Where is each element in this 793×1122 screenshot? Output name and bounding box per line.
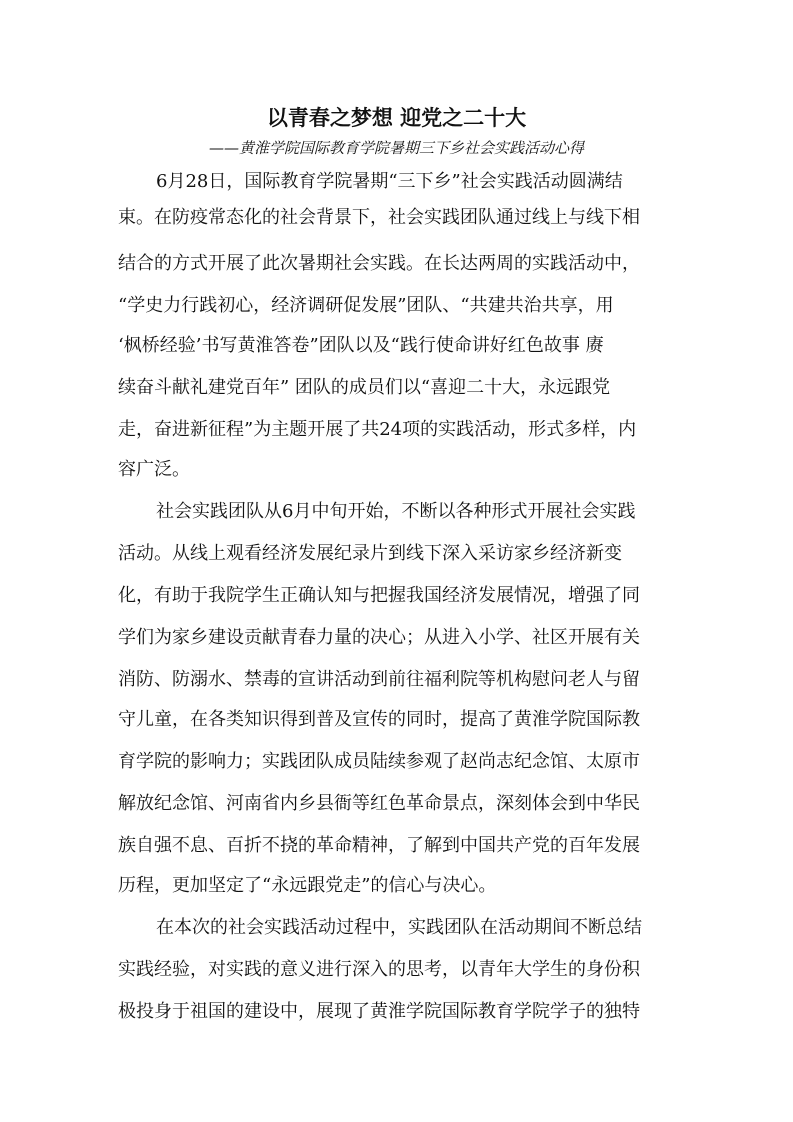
paragraph-2-line: 历程，更加坚定了“永远跟党走”的信心与决心。	[118, 875, 497, 896]
page-subtitle: ——黄淮学院国际教育学院暑期三下乡社会实践活动心得	[208, 139, 584, 157]
paragraph-2-line: 社会实践团队从6月中旬开始，不断以各种形式开展社会实践	[156, 501, 636, 522]
paragraph-2-line: 育学院的影响力；实践团队成员陆续参观了赵尚志纪念馆、太原市	[118, 751, 640, 772]
paragraph-2-line: 消防、防溺水、禁毒的宣讲活动到前往福利院等机构慰问老人与留	[118, 669, 640, 690]
paragraph-1-line: 束。在防疫常态化的社会背景下，社会实践团队通过线上与线下相	[118, 207, 640, 228]
paragraph-3-line: 在本次的社会实践活动过程中，实践团队在活动期间不断总结	[156, 917, 642, 938]
paragraph-1-line: 走，奋进新征程”为主题开展了共24项的实践活动，形式多样，内	[118, 419, 637, 440]
page-title: 以青春之梦想 迎党之二十大	[266, 105, 527, 130]
paragraph-1-line: 6月28日，国际教育学院暑期“三下乡”社会实践活动圆满结	[156, 171, 623, 192]
paragraph-1-line: 结合的方式开展了此次暑期社会实践。在长达两周的实践活动中，	[118, 253, 640, 274]
paragraph-2-line: 活动。从线上观看经济发展纪录片到线下深入采访家乡经济新变	[118, 543, 622, 564]
paragraph-2-line: 族自强不息、百折不挠的革命精神，了解到中国共产党的百年发展	[118, 835, 640, 856]
paragraph-2-line: 学们为家乡建设贡献青春力量的决心；从进入小学、社区开展有关	[118, 627, 640, 648]
paragraph-2-line: 守儿童，在各类知识得到普及宣传的同时，提高了黄淮学院国际教	[118, 709, 640, 730]
paragraph-3-line: 实践经验，对实践的意义进行深入的思考，以青年大学生的身份积	[118, 959, 640, 980]
paragraph-1-line: 容广泛。	[118, 459, 190, 480]
paragraph-2-line: 解放纪念馆、河南省内乡县衙等红色革命景点，深刻体会到中华民	[118, 793, 640, 814]
paragraph-2-line: 化，有助于我院学生正确认知与把握我国经济发展情况，增强了同	[118, 585, 640, 606]
paragraph-3-line: 极投身于祖国的建设中，展现了黄淮学院国际教育学院学子的独特	[118, 1001, 640, 1022]
paragraph-1-line: “学史力行践初心，经济调研促发展”团队、“共建共治共享，用	[118, 295, 614, 316]
paragraph-1-line: ‘枫桥经验’书写黄淮答卷”团队以及“践行使命讲好红色故事 赓	[118, 335, 604, 356]
paragraph-1-line: 续奋斗献礼建党百年” 团队的成员们以“喜迎二十大，永远跟党	[118, 377, 611, 398]
